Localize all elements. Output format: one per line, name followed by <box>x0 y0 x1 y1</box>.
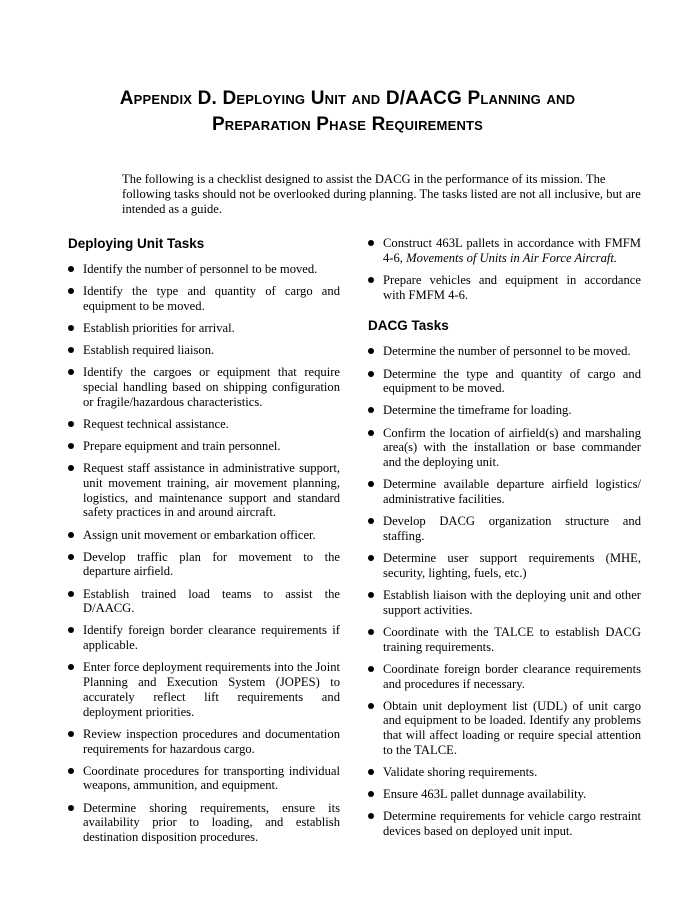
bullet-icon <box>368 813 374 819</box>
title-line-2: Preparation Phase Requirements <box>211 114 484 135</box>
list-item <box>68 550 340 580</box>
list-item-text: Develop traffic plan for movement to the departure airfield. <box>83 549 340 579</box>
bullet-icon <box>368 348 374 354</box>
list-item <box>368 588 641 618</box>
list-item-text: Coordinate with the TALCE to establish DACG training requirements. <box>383 624 641 654</box>
list-item <box>368 367 641 397</box>
list-item <box>368 236 641 266</box>
bullet-icon <box>368 703 374 709</box>
vehicles-text: Prepare vehicles and equipment in accordance with FMFM 4-6. <box>383 272 641 302</box>
list-item <box>368 344 641 359</box>
list-item <box>368 477 641 507</box>
bullet-icon <box>368 518 374 524</box>
list-item-text: Coordinate foreign border clearance requirements and procedures if necessary. <box>383 661 641 691</box>
list-item <box>68 727 340 757</box>
list-item-text: Confirm the location of airfield(s) and marshaling area(s) with the installation or base commander and the deploying unit. <box>383 425 641 470</box>
list-item-text: Coordinate procedures for transporting individual weapons, ammunition, and equipment. <box>83 763 340 793</box>
bullet-icon <box>368 629 374 635</box>
list-item <box>368 699 641 758</box>
list-item-text: Determine requirements for vehicle cargo restraint devices based on deployed unit input. <box>383 809 641 839</box>
list-item-text: Determine the type and quantity of cargo and equipment to be moved. <box>383 366 641 396</box>
bullet-icon <box>368 666 374 672</box>
bullet-icon <box>68 532 74 538</box>
list-item-text: Identify foreign border clearance requirements if applicable. <box>83 623 340 653</box>
list-item <box>368 403 641 418</box>
title-line-1: Appendix D. Deploying Unit and D/AACG Planning and <box>119 88 576 109</box>
bullet-icon <box>368 277 374 283</box>
list-item-text: Establish required liaison. <box>83 343 215 358</box>
bullet-icon <box>368 240 374 246</box>
bullet-icon <box>368 430 374 436</box>
list-item <box>68 764 340 794</box>
bullet-icon <box>368 371 374 377</box>
bullet-icon <box>368 791 374 797</box>
list-item <box>368 787 641 802</box>
bullet-icon <box>368 555 374 561</box>
bullet-icon <box>68 627 74 633</box>
list-item-text: Determine shoring requirements, ensure its availability prior to loading, and establish destination disposition procedures. <box>83 800 340 845</box>
left-column <box>68 236 340 852</box>
list-item <box>368 514 641 544</box>
list-item <box>368 625 641 655</box>
bullet-icon <box>68 288 74 294</box>
bullet-icon <box>68 664 74 670</box>
list-item-text: Enter force deployment requirements into the Joint Planning and Execution System (JOPES) to accurately reflect lift requirements and deployment priorities. <box>83 660 340 719</box>
bullet-icon <box>68 465 74 471</box>
list-item <box>68 660 340 719</box>
right-column <box>368 236 641 846</box>
list-item-text: Establish priorities for arrival. <box>83 320 235 335</box>
bullet-icon <box>68 443 74 449</box>
list-item <box>68 343 340 358</box>
list-item-text: Identify the type and quantity of cargo and equipment to be moved. <box>83 284 340 313</box>
bullet-icon <box>68 421 74 427</box>
deploying-unit-heading: Deploying Unit Tasks <box>68 236 205 251</box>
list-item-text: Request staff assistance in administrative support, unit movement training, air movement planning, logistics, and maintenance support and standard safety practices in and around aircraft. <box>83 461 340 520</box>
intro-paragraph: The following is a checklist designed to assist the DACG in the performance of its mission. The following tasks should not be overlooked during planning. The tasks listed are not all inclusive, but are intended as a guide. <box>122 172 641 216</box>
bullet-icon <box>368 407 374 413</box>
list-item <box>68 461 340 520</box>
list-item <box>368 426 641 470</box>
page-title <box>40 86 655 138</box>
list-item-text: Establish trained load teams to assist the D/AACG. <box>83 586 340 616</box>
list-item <box>68 623 340 653</box>
list-item <box>68 321 340 336</box>
list-item <box>68 801 340 845</box>
bullet-icon <box>68 768 74 774</box>
list-item-text: Determine user support requirements (MHE, security, lighting, fuels, etc.) <box>383 551 641 580</box>
list-item-text: Prepare equipment and train personnel. <box>83 438 281 453</box>
list-item <box>368 662 641 692</box>
bullet-icon <box>68 591 74 597</box>
bullet-icon <box>68 325 74 331</box>
list-item-text: Identify the number of personnel to be moved. <box>83 262 318 276</box>
list-item-text: Determine the number of personnel to be moved. <box>383 344 631 359</box>
pallets-publication-title: Movements of Units in Air Force Aircraft. <box>406 250 618 265</box>
list-item-text: Review inspection procedures and documentation requirements for hazardous cargo. <box>83 726 340 756</box>
list-item-text: Ensure 463L pallet dunnage availability. <box>383 787 587 802</box>
bullet-icon <box>68 266 74 272</box>
dacg-tasks-heading: DACG Tasks <box>368 318 449 334</box>
deploying-unit-task-list-continued <box>368 236 641 302</box>
bullet-icon <box>68 805 74 811</box>
list-item <box>68 284 340 314</box>
list-item <box>68 262 340 277</box>
list-item <box>368 809 641 839</box>
list-item-text: Determine available departure airfield logistics/ administrative facilities. <box>383 477 641 507</box>
bullet-icon <box>368 592 374 598</box>
deploying-unit-task-list <box>68 262 340 845</box>
list-item-text: Request technical assistance. <box>83 416 229 431</box>
list-item <box>68 528 340 543</box>
list-item-text: Identify the cargoes or equipment that require special handling based on shipping configuration or fragile/hazardous characteristics. <box>83 365 340 409</box>
list-item <box>68 365 340 409</box>
list-item-text: Validate shoring requirements. <box>383 765 538 780</box>
list-item-text: Determine the timeframe for loading. <box>383 403 572 418</box>
bullet-icon <box>68 347 74 353</box>
list-item <box>368 551 641 581</box>
list-item <box>368 765 641 780</box>
list-item <box>68 417 340 432</box>
list-item-text: Obtain unit deployment list (UDL) of unit cargo and equipment to be loaded. Identify any problems that will affect loading or require special attention to the TALCE. <box>383 698 641 757</box>
bullet-icon <box>68 731 74 737</box>
pallets-text: Construct 463L pallets in accordance with FMFM 4-6, <box>383 236 641 265</box>
bullet-icon <box>368 481 374 487</box>
list-item-text: Assign unit movement or embarkation officer. <box>83 527 316 542</box>
bullet-icon <box>68 554 74 560</box>
bullet-icon <box>68 369 74 375</box>
list-item <box>68 587 340 617</box>
list-item-text: Establish liaison with the deploying unit and other support activities. <box>383 587 641 617</box>
bullet-icon <box>368 769 374 775</box>
list-item <box>368 273 641 303</box>
dacg-task-list <box>368 344 641 838</box>
list-item <box>68 439 340 454</box>
list-item-text: Develop DACG organization structure and staffing. <box>383 514 641 543</box>
